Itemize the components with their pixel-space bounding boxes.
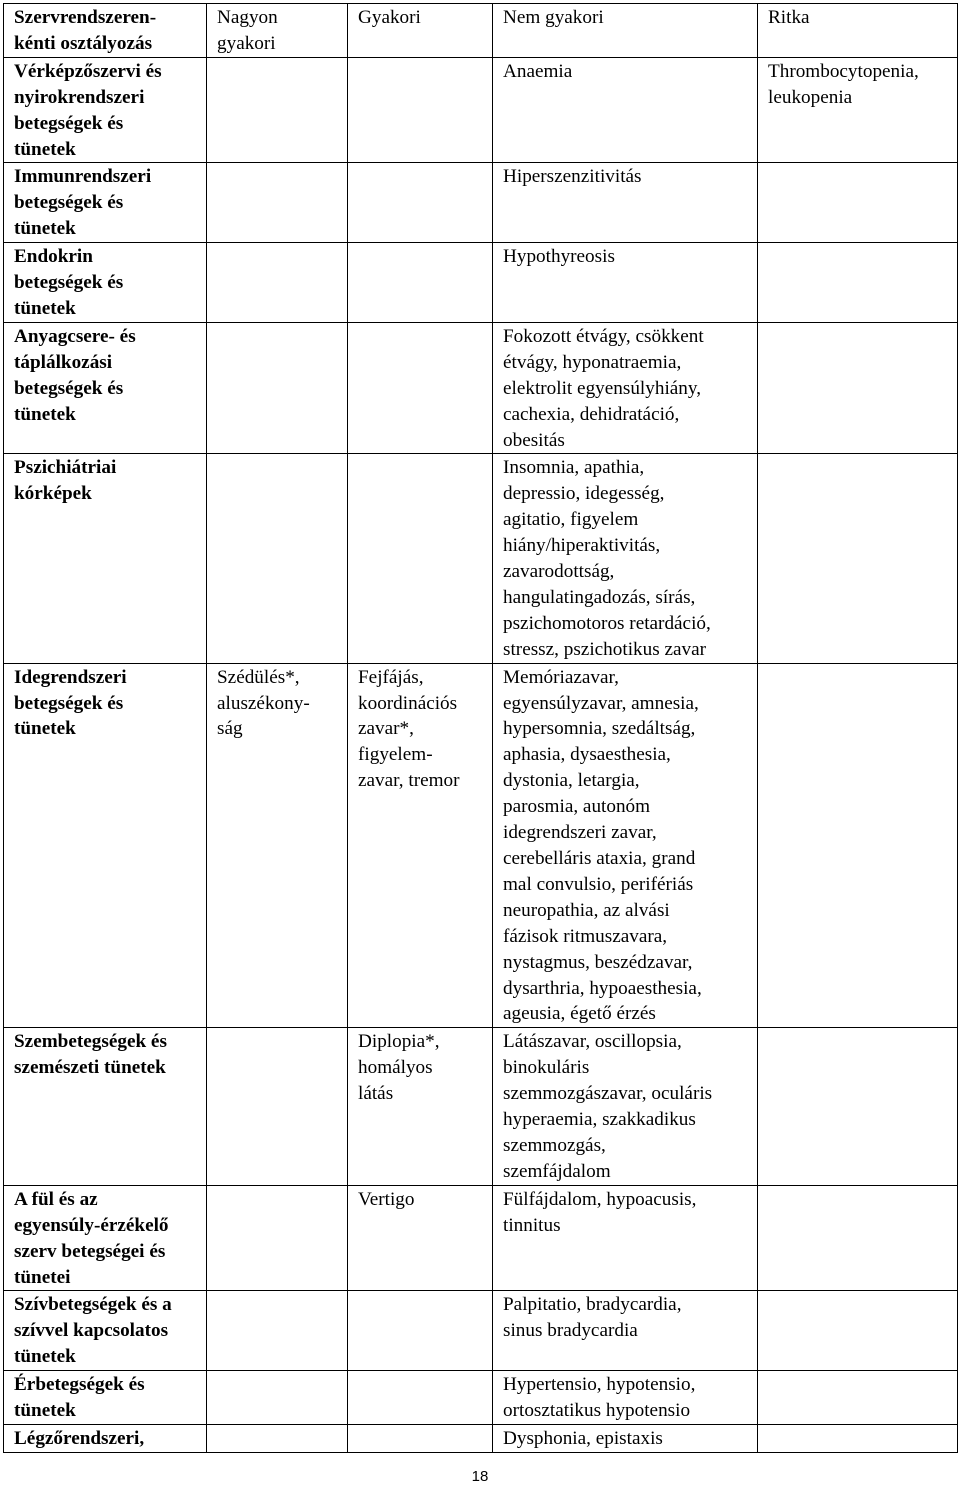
cell-common: [348, 163, 493, 243]
cell-very-common: [207, 1028, 348, 1185]
page-number: 18: [471, 1468, 489, 1485]
cell-text-line: agitatio, figyelem: [503, 509, 639, 531]
cell-rare: [758, 454, 958, 663]
table-row: [4, 57, 958, 163]
cell-uncommon: [493, 454, 758, 663]
header-uncommon: [493, 4, 758, 58]
cell-very-common: [207, 663, 348, 1028]
cell-uncommon: [493, 1371, 758, 1425]
cell-text-line: Látászavar, oscillopsia,: [503, 1031, 682, 1053]
adverse-reactions-table: [3, 3, 958, 1453]
header-soc: [4, 4, 207, 58]
cell-rare: [758, 163, 958, 243]
cell-text-line: tünetek: [14, 297, 76, 319]
table-row: [4, 243, 958, 323]
cell-text-line: Anyagcsere- és: [14, 325, 136, 347]
cell-text-line: betegségek és: [14, 192, 124, 214]
table-row: [4, 663, 958, 1028]
cell-text-line: betegségek és: [14, 377, 124, 399]
table-header-row: [4, 4, 958, 58]
cell-text-line: hyperaemia, szakkadikus: [503, 1109, 696, 1131]
cell-text-line: Memóriazavar,: [503, 666, 619, 688]
cell-common: [348, 322, 493, 454]
cell-text-line: Szédülés*,: [217, 666, 300, 688]
header-rare: [758, 4, 958, 58]
cell-text-line: Légzőrendszeri,: [14, 1427, 145, 1449]
cell-soc: [4, 322, 207, 454]
cell-uncommon: [493, 322, 758, 454]
cell-text-line: Immunrendszeri: [14, 166, 152, 188]
cell-text-line: figyelem-: [358, 744, 433, 766]
cell-text-line: tünetek: [14, 1400, 76, 1422]
cell-text-line: sinus bradycardia: [503, 1320, 638, 1342]
cell-text-line: Szembetegségek és: [14, 1031, 167, 1053]
cell-text-line: Anaemia: [503, 60, 573, 82]
cell-rare: [758, 322, 958, 454]
cell-text-line: ageusia, égető érzés: [503, 1003, 656, 1025]
header-common: [348, 4, 493, 58]
cell-text-line: zavar*,: [358, 718, 414, 740]
cell-text-line: neuropathia, az alvási: [503, 899, 670, 921]
cell-text-line: depressio, idegesség,: [503, 483, 665, 505]
cell-text-line: szemészeti tünetek: [14, 1057, 166, 1079]
cell-text-line: nyirokrendszeri: [14, 86, 145, 108]
cell-text-line: pszichomotoros retardáció,: [503, 612, 711, 634]
table-row: [4, 163, 958, 243]
cell-soc: [4, 454, 207, 663]
cell-text-line: homályos: [358, 1057, 433, 1079]
cell-text-line: tünetek: [14, 1346, 76, 1368]
cell-common: [348, 1371, 493, 1425]
cell-text-line: tinnitus: [503, 1214, 561, 1236]
cell-soc: [4, 243, 207, 323]
cell-text-line: Szívbetegségek és a: [14, 1294, 172, 1316]
cell-text-line: Pszichiátriai: [14, 457, 117, 479]
cell-text-line: szerv betegségei és: [14, 1240, 166, 1262]
cell-text-line: Thrombocytopenia,: [768, 60, 919, 82]
cell-text-line: Palpitatio, bradycardia,: [503, 1294, 682, 1316]
cell-text-line: binokuláris: [503, 1057, 590, 1079]
cell-text-line: koordinációs: [358, 692, 458, 714]
cell-soc: [4, 1291, 207, 1371]
cell-text-line: tünetek: [14, 218, 76, 240]
cell-text-line: szemfájdalom: [503, 1160, 611, 1182]
cell-text-line: egyensúlyzavar, amnesia,: [503, 692, 699, 714]
cell-uncommon: [493, 163, 758, 243]
cell-soc: [4, 1424, 207, 1452]
cell-uncommon: [493, 663, 758, 1028]
cell-text-line: Insomnia, apathia,: [503, 457, 645, 479]
cell-text-line: mal convulsio, perifériás: [503, 873, 694, 895]
cell-text-line: stressz, pszichotikus zavar: [503, 638, 707, 660]
table-row: [4, 1185, 958, 1291]
cell-text-line: szemmozgászavar, oculáris: [503, 1083, 713, 1105]
cell-text-line: szemmozgás,: [503, 1134, 606, 1156]
cell-text-line: gyakori: [217, 32, 276, 54]
cell-common: [348, 454, 493, 663]
cell-text-line: tünetei: [14, 1266, 71, 1288]
cell-text-line: Endokrin: [14, 246, 93, 268]
cell-soc: [4, 1371, 207, 1425]
table-row: [4, 454, 958, 663]
cell-uncommon: [493, 243, 758, 323]
cell-uncommon: [493, 1185, 758, 1291]
cell-text-line: zavar, tremor: [358, 770, 460, 792]
cell-text-line: Ritka: [768, 7, 810, 28]
cell-rare: [758, 57, 958, 163]
cell-uncommon: [493, 1424, 758, 1452]
cell-rare: [758, 1185, 958, 1291]
table-row: [4, 1028, 958, 1185]
cell-text-line: leukopenia: [768, 86, 853, 108]
cell-common: [348, 663, 493, 1028]
cell-rare: [758, 1371, 958, 1425]
cell-common: [348, 57, 493, 163]
table-row: [4, 1371, 958, 1425]
cell-text-line: étvágy, hyponatraemia,: [503, 351, 682, 373]
cell-text-line: tünetek: [14, 138, 76, 160]
cell-text-line: A fül és az: [14, 1188, 98, 1210]
cell-text-line: Fokozott étvágy, csökkent: [503, 325, 704, 347]
cell-text-line: hangulatingadozás, sírás,: [503, 586, 696, 608]
cell-soc: [4, 1028, 207, 1185]
cell-rare: [758, 1424, 958, 1452]
cell-text-line: betegségek és: [14, 692, 124, 714]
cell-common: [348, 1028, 493, 1185]
cell-soc: [4, 163, 207, 243]
cell-uncommon: [493, 1291, 758, 1371]
cell-text-line: aphasia, dysaesthesia,: [503, 744, 671, 766]
cell-text-line: dystonia, letargia,: [503, 770, 640, 792]
cell-very-common: [207, 454, 348, 663]
cell-common: [348, 1291, 493, 1371]
cell-text-line: kórképek: [14, 483, 92, 505]
cell-rare: [758, 663, 958, 1028]
cell-uncommon: [493, 1028, 758, 1185]
cell-text-line: elektrolit egyensúlyhiány,: [503, 377, 702, 399]
cell-text-line: Diplopia*,: [358, 1031, 440, 1053]
cell-text-line: Nagyon: [217, 7, 278, 28]
table-row: [4, 1291, 958, 1371]
cell-soc: [4, 663, 207, 1028]
cell-text-line: Hypothyreosis: [503, 246, 615, 268]
cell-text-line: cerebelláris ataxia, grand: [503, 848, 696, 869]
cell-text-line: tünetek: [14, 403, 76, 425]
table-row: [4, 322, 958, 454]
cell-text-line: dysarthria, hypoaesthesia,: [503, 977, 702, 999]
cell-very-common: [207, 243, 348, 323]
cell-text-line: Dysphonia, epistaxis: [503, 1427, 663, 1449]
header-very-common: [207, 4, 348, 58]
cell-soc: [4, 1185, 207, 1291]
cell-text-line: Szervrendszeren-: [14, 7, 157, 28]
cell-text-line: Hypertensio, hypotensio,: [503, 1374, 696, 1396]
cell-text-line: Vérképzőszervi és: [14, 60, 162, 82]
cell-text-line: tünetek: [14, 718, 76, 740]
cell-very-common: [207, 322, 348, 454]
cell-text-line: egyensúly-érzékelő: [14, 1214, 169, 1236]
cell-text-line: Vertigo: [358, 1188, 415, 1210]
table-body: [4, 4, 958, 1453]
cell-very-common: [207, 1424, 348, 1452]
cell-text-line: Hiperszenzitivitás: [503, 166, 642, 188]
cell-text-line: Fejfájás,: [358, 666, 424, 688]
cell-text-line: ság: [217, 718, 243, 740]
cell-text-line: betegségek és: [14, 112, 124, 134]
cell-text-line: cachexia, dehidratáció,: [503, 403, 680, 425]
cell-rare: [758, 243, 958, 323]
cell-text-line: hiány/hiperaktivitás,: [503, 535, 661, 557]
cell-very-common: [207, 57, 348, 163]
cell-very-common: [207, 1185, 348, 1291]
cell-very-common: [207, 163, 348, 243]
cell-text-line: betegségek és: [14, 272, 124, 294]
cell-common: [348, 1185, 493, 1291]
cell-text-line: kénti osztályozás: [14, 32, 153, 54]
cell-text-line: hypersomnia, szedáltság,: [503, 718, 696, 740]
cell-text-line: zavarodottság,: [503, 561, 615, 583]
cell-text-line: Nem gyakori: [503, 7, 604, 28]
cell-text-line: Gyakori: [358, 7, 421, 28]
cell-text-line: szívvel kapcsolatos: [14, 1320, 169, 1342]
cell-text-line: látás: [358, 1083, 394, 1105]
cell-rare: [758, 1028, 958, 1185]
cell-very-common: [207, 1291, 348, 1371]
cell-rare: [758, 1291, 958, 1371]
cell-text-line: Idegrendszeri: [14, 666, 127, 688]
cell-common: [348, 1424, 493, 1452]
table-row: [4, 1424, 958, 1452]
cell-soc: [4, 57, 207, 163]
cell-uncommon: [493, 57, 758, 163]
cell-common: [348, 243, 493, 323]
cell-text-line: aluszékony-: [217, 692, 310, 714]
cell-text-line: parosmia, autonóm: [503, 796, 651, 818]
cell-text-line: nystagmus, beszédzavar,: [503, 951, 693, 973]
cell-text-line: obesitás: [503, 429, 565, 451]
cell-very-common: [207, 1371, 348, 1425]
cell-text-line: táplálkozási: [14, 351, 113, 373]
cell-text-line: Érbetegségek és: [14, 1374, 145, 1396]
cell-text-line: fázisok ritmuszavara,: [503, 925, 668, 947]
cell-text-line: idegrendszeri zavar,: [503, 822, 657, 844]
cell-text-line: Fülfájdalom, hypoacusis,: [503, 1188, 697, 1210]
cell-text-line: ortosztatikus hypotensio: [503, 1400, 691, 1422]
